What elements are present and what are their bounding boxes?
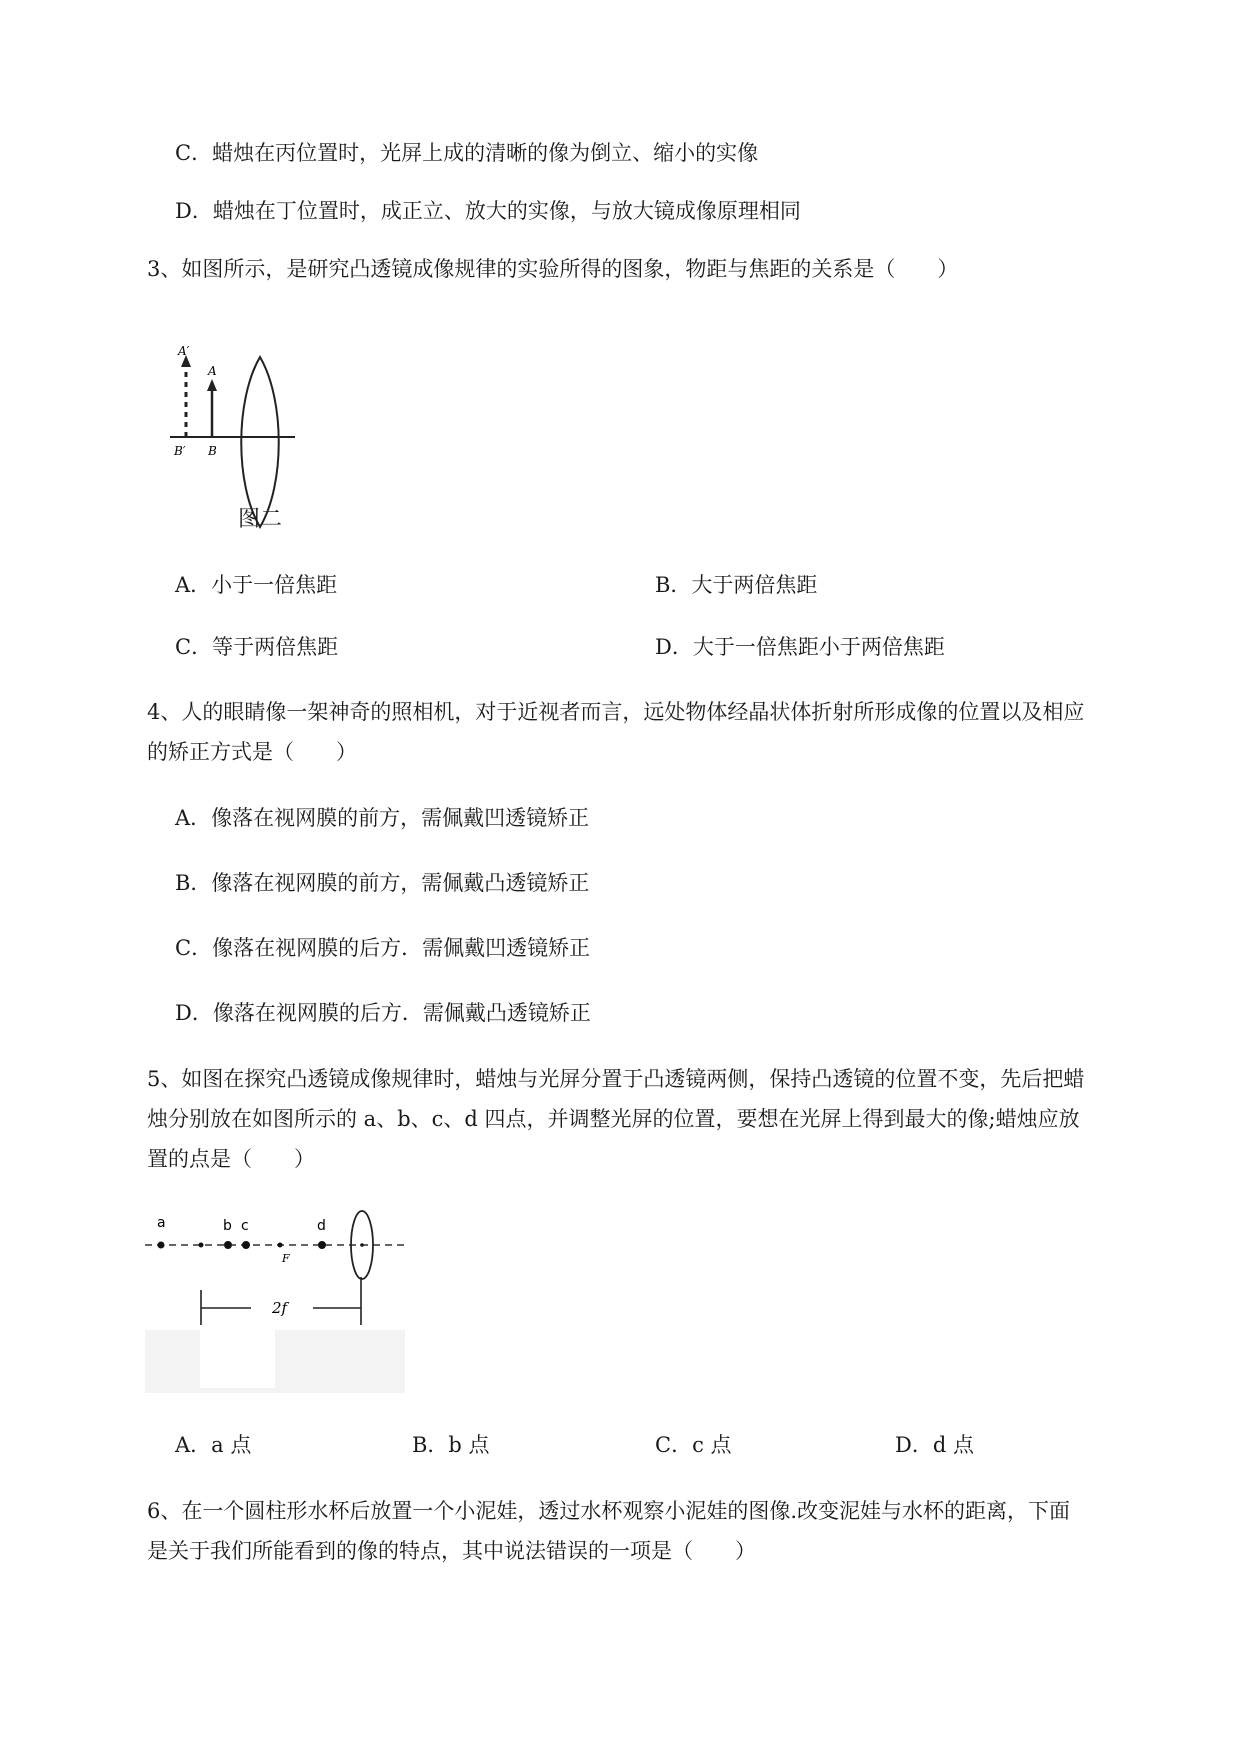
- label-a-prime: A′: [178, 345, 190, 358]
- q4-option-b: B．像落在视网膜的前方，需佩戴凸透镜矫正: [175, 871, 590, 895]
- label-b: B: [208, 444, 217, 458]
- point-c: [242, 1241, 250, 1249]
- label-c: c: [241, 1218, 249, 1234]
- q5-stem-line3: 置的点是（ ）: [147, 1147, 315, 1171]
- q6-stem-line2: 是关于我们所能看到的像的特点，其中说法错误的一项是（ ）: [147, 1539, 756, 1563]
- q4-stem-line2: 的矫正方式是（ ）: [147, 740, 357, 764]
- point-d: [318, 1241, 326, 1249]
- label-2f: 2f: [272, 1299, 288, 1317]
- q5-option-a: A．a 点: [175, 1433, 252, 1457]
- q3-option-d: D．大于一倍焦距小于两倍焦距: [655, 635, 945, 659]
- q3-option-c: C．等于两倍焦距: [175, 635, 339, 659]
- q5-option-c: C．c 点: [655, 1433, 732, 1457]
- q5-stem-line2: 烛分别放在如图所示的 a、b、c、d 四点，并调整光屏的位置，要想在光屏上得到最大的像;蜡烛应放: [147, 1107, 1080, 1131]
- q4-option-a: A．像落在视网膜的前方，需佩戴凹透镜矫正: [175, 806, 590, 830]
- label-f: F: [282, 1252, 290, 1265]
- q5-figure: [145, 1205, 410, 1393]
- q5-option-b: B．b 点: [412, 1433, 490, 1457]
- q4-option-c: C．像落在视网膜的后方．需佩戴凹透镜矫正: [175, 936, 591, 960]
- figure-white-patch: [200, 1330, 275, 1388]
- q4-stem-line1: 4、人的眼睛像一架神奇的照相机，对于近视者而言，远处物体经晶状体折射所形成像的位置以及相应: [147, 700, 1085, 724]
- q4-option-d: D．像落在视网膜的后方．需佩戴凸透镜矫正: [175, 1001, 591, 1025]
- q6-stem-line1: 6、在一个圆柱形水杯后放置一个小泥娃，透过水杯观察小泥娃的图像.改变泥娃与水杯的距离，下面: [147, 1499, 1071, 1523]
- label-a: A: [208, 364, 217, 378]
- label-b-prime: B′: [174, 444, 186, 458]
- point-a: [158, 1242, 165, 1249]
- convex-lens: [241, 357, 279, 527]
- q3-stem: 3、如图所示，是研究凸透镜成像规律的实验所得的图象，物距与焦距的关系是（ ）: [147, 257, 959, 281]
- point-b: [224, 1241, 232, 1249]
- point-f: [278, 1243, 283, 1248]
- q3-figure-caption: 图二: [238, 507, 283, 532]
- q3-option-a: A．小于一倍焦距: [175, 573, 338, 597]
- label-d: d: [317, 1218, 326, 1234]
- q5-stem-line1: 5、如图在探究凸透镜成像规律时，蜡烛与光屏分置于凸透镜两侧，保持凸透镜的位置不变，先后把蜡: [147, 1067, 1085, 1091]
- label-a: a: [157, 1215, 166, 1231]
- object-arrowhead: [207, 379, 217, 391]
- q3-option-b: B．大于两倍焦距: [655, 573, 818, 597]
- point-2f: [199, 1243, 204, 1248]
- q5-option-d: D．d 点: [895, 1433, 974, 1457]
- q2-option-d: D．蜡烛在丁位置时，成正立、放大的实像，与放大镜成像原理相同: [175, 199, 801, 223]
- label-b: b: [223, 1218, 232, 1234]
- q2-option-c: C．蜡烛在丙位置时，光屏上成的清晰的像为倒立、缩小的实像: [175, 141, 759, 165]
- lens-center: [360, 1243, 364, 1247]
